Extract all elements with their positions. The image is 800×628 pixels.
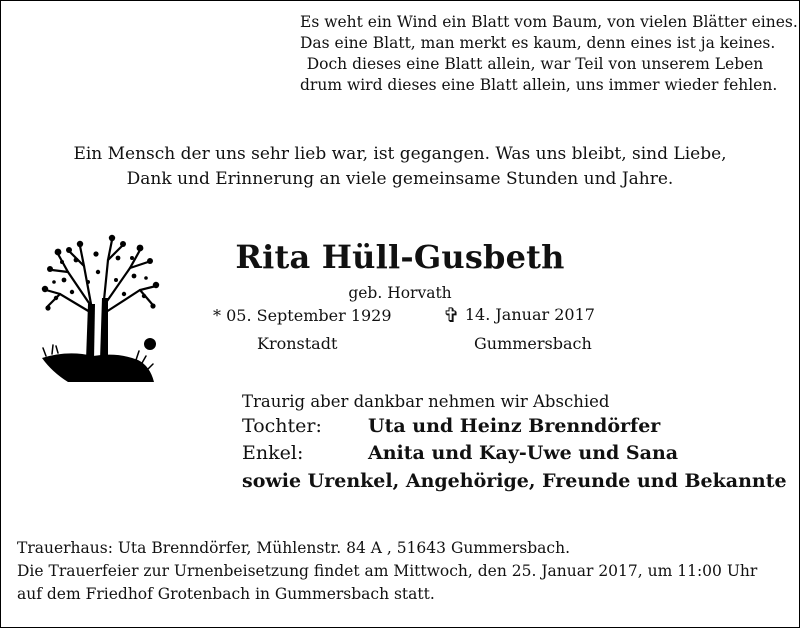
- intro-line: Ein Mensch der uns sehr lieb war, ist gegangen. Was uns bleibt, sind Liebe,: [73, 144, 727, 164]
- intro-text: [40, 142, 760, 192]
- poem-line: Das eine Blatt, man merkt es kaum, denn eines ist ja keines.: [300, 34, 776, 52]
- mourner-role: Enkel:: [242, 442, 304, 464]
- mourner-row: [242, 415, 660, 437]
- ceremony-line: auf dem Friedhof Grotenbach in Gummersbach statt.: [17, 585, 435, 603]
- mourner-names: Uta und Heinz Brenndörfer: [368, 415, 661, 437]
- birth-info: [213, 306, 392, 325]
- mourner-names: Anita und Kay-Uwe und Sana: [368, 442, 679, 464]
- poem-line: Doch dieses eine Blatt allein, war Teil von unserem Leben: [306, 55, 764, 73]
- house-of-mourning: Trauerhaus: Uta Brenndörfer, Mühlenstr. 84 A , 51643 Gummersbach.: [17, 539, 570, 557]
- poem-line: drum wird dieses eine Blatt allein, uns immer wieder fehlen.: [300, 76, 778, 94]
- death-date: 14. Januar 2017: [464, 305, 595, 324]
- ceremony-line: Die Trauerfeier zur Urnenbeisetzung findet am Mittwoch, den 25. Januar 2017, um 11:00 Uhr: [17, 562, 758, 580]
- farewell-text: Traurig aber dankbar nehmen wir Abschied: [242, 392, 610, 411]
- tree-icon: [38, 232, 163, 390]
- cross-icon: ✞: [443, 303, 460, 327]
- maiden-name: geb. Horvath: [348, 284, 452, 302]
- death-place: Gummersbach: [474, 334, 592, 353]
- poem: [300, 12, 798, 96]
- poem-line: Es weht ein Wind ein Blatt vom Baum, von vielen Blätter eines.: [300, 13, 798, 31]
- birth-star-icon: *: [213, 306, 221, 325]
- birth-date: 05. September 1929: [226, 306, 392, 325]
- mourner-row: [242, 442, 678, 464]
- other-mourners: sowie Urenkel, Angehörige, Freunde und Bekannte: [242, 470, 787, 492]
- intro-line: Dank und Erinnerung an viele gemeinsame Stunden und Jahre.: [126, 169, 674, 189]
- deceased-name: Rita Hüll-Gusbeth: [235, 238, 565, 276]
- mourner-role: Tochter:: [242, 415, 322, 437]
- death-info: [443, 303, 595, 327]
- funeral-details: [17, 537, 787, 606]
- birth-place: Kronstadt: [257, 334, 338, 353]
